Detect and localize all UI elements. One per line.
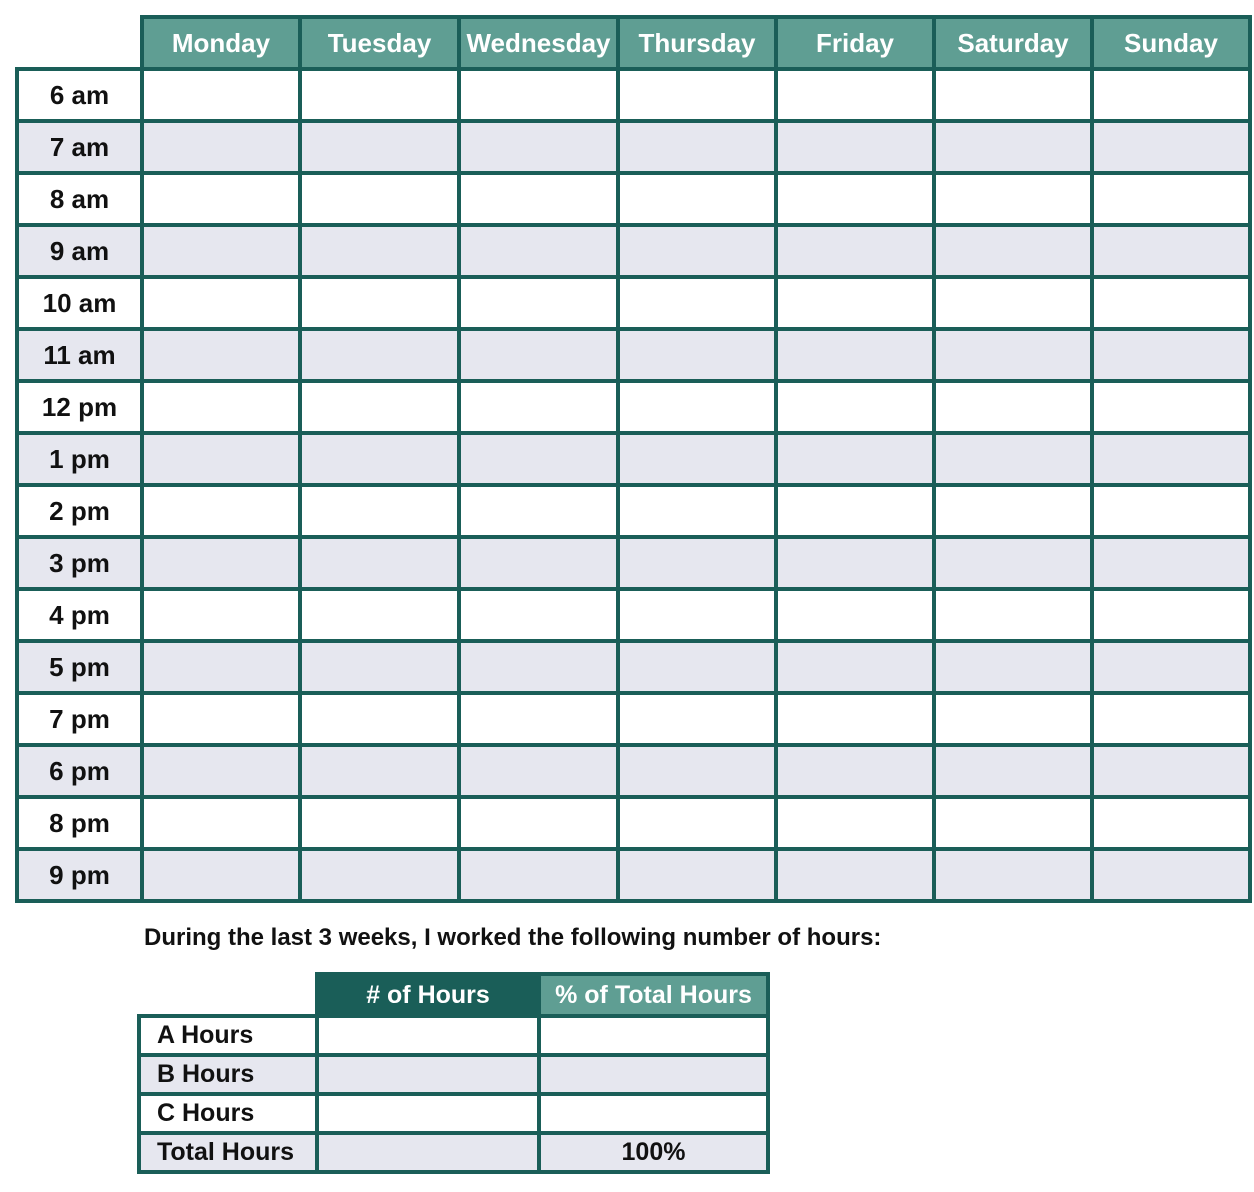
schedule-cell[interactable]: [142, 277, 300, 329]
time-label: 10 am: [17, 277, 142, 329]
percent-value-cell[interactable]: [539, 1016, 768, 1055]
schedule-body: [17, 69, 1250, 901]
schedule-cell[interactable]: [776, 485, 934, 537]
schedule-cell[interactable]: [1092, 329, 1250, 381]
schedule-cell[interactable]: [618, 485, 776, 537]
day-header-monday: Monday: [142, 17, 300, 69]
schedule-cell[interactable]: [300, 485, 459, 537]
schedule-cell[interactable]: [300, 381, 459, 433]
schedule-cell[interactable]: [142, 173, 300, 225]
schedule-row: [17, 589, 1250, 641]
schedule-cell[interactable]: [300, 797, 459, 849]
schedule-row: [17, 173, 1250, 225]
schedule-cell[interactable]: [1092, 381, 1250, 433]
schedule-cell[interactable]: [142, 485, 300, 537]
schedule-cell[interactable]: [1092, 225, 1250, 277]
schedule-cell[interactable]: [776, 121, 934, 173]
hours-row-label: Total Hours: [139, 1133, 317, 1172]
time-label: 1 pm: [17, 433, 142, 485]
schedule-cell[interactable]: [618, 589, 776, 641]
hours-value-cell[interactable]: [317, 1055, 539, 1094]
time-label: 5 pm: [17, 641, 142, 693]
schedule-cell[interactable]: [300, 433, 459, 485]
schedule-cell[interactable]: [1092, 69, 1250, 121]
schedule-cell[interactable]: [459, 173, 618, 225]
schedule-row: [17, 121, 1250, 173]
schedule-cell[interactable]: [459, 797, 618, 849]
schedule-cell[interactable]: [776, 433, 934, 485]
day-header-wednesday: Wednesday: [459, 17, 618, 69]
time-label: 12 pm: [17, 381, 142, 433]
hours-row-label: A Hours: [139, 1016, 317, 1055]
schedule-cell[interactable]: [934, 641, 1092, 693]
schedule-corner: [17, 17, 142, 69]
percent-value-cell[interactable]: [539, 1094, 768, 1133]
schedule-cell[interactable]: [1092, 693, 1250, 745]
schedule-cell[interactable]: [142, 433, 300, 485]
schedule-cell[interactable]: [776, 641, 934, 693]
schedule-header-row: [17, 17, 1250, 69]
time-label: 7 pm: [17, 693, 142, 745]
schedule-cell[interactable]: [618, 537, 776, 589]
schedule-cell[interactable]: [459, 589, 618, 641]
percent-value-cell[interactable]: [539, 1055, 768, 1094]
schedule-cell[interactable]: [934, 329, 1092, 381]
schedule-row: [17, 693, 1250, 745]
schedule-cell[interactable]: [934, 225, 1092, 277]
schedule-cell[interactable]: [934, 69, 1092, 121]
day-header-saturday: Saturday: [934, 17, 1092, 69]
time-label: 6 am: [17, 69, 142, 121]
schedule-row: [17, 277, 1250, 329]
schedule-cell[interactable]: [934, 589, 1092, 641]
schedule-cell[interactable]: [459, 693, 618, 745]
schedule-cell[interactable]: [934, 173, 1092, 225]
hours-value-cell[interactable]: [317, 1094, 539, 1133]
schedule-cell[interactable]: [776, 537, 934, 589]
time-label: 9 am: [17, 225, 142, 277]
schedule-cell[interactable]: [142, 641, 300, 693]
day-header-tuesday: Tuesday: [300, 17, 459, 69]
schedule-cell[interactable]: [618, 225, 776, 277]
schedule-cell[interactable]: [459, 225, 618, 277]
schedule-cell[interactable]: [776, 381, 934, 433]
schedule-cell[interactable]: [618, 277, 776, 329]
schedule-cell[interactable]: [459, 537, 618, 589]
time-label: 3 pm: [17, 537, 142, 589]
schedule-cell[interactable]: [300, 173, 459, 225]
schedule-cell[interactable]: [1092, 433, 1250, 485]
time-label: 11 am: [17, 329, 142, 381]
schedule-cell[interactable]: [459, 69, 618, 121]
schedule-cell[interactable]: [934, 745, 1092, 797]
schedule-cell[interactable]: [776, 797, 934, 849]
hours-row-total: [139, 1133, 768, 1172]
schedule-cell[interactable]: [300, 69, 459, 121]
hours-row-label: C Hours: [139, 1094, 317, 1133]
schedule-row: [17, 329, 1250, 381]
day-header-friday: Friday: [776, 17, 934, 69]
schedule-row: [17, 381, 1250, 433]
schedule-cell[interactable]: [300, 277, 459, 329]
schedule-cell[interactable]: [459, 641, 618, 693]
schedule-cell[interactable]: [300, 225, 459, 277]
schedule-cell[interactable]: [618, 693, 776, 745]
schedule-cell[interactable]: [776, 693, 934, 745]
schedule-cell[interactable]: [459, 121, 618, 173]
hours-row-c: [139, 1094, 768, 1133]
schedule-cell[interactable]: [1092, 589, 1250, 641]
hours-summary-table: [137, 972, 770, 1174]
schedule-cell[interactable]: [618, 745, 776, 797]
schedule-cell[interactable]: [459, 433, 618, 485]
schedule-cell[interactable]: [1092, 277, 1250, 329]
schedule-cell[interactable]: [618, 849, 776, 901]
percent-hours-header: % of Total Hours: [539, 974, 768, 1016]
schedule-cell[interactable]: [934, 537, 1092, 589]
time-label: 9 pm: [17, 849, 142, 901]
schedule-cell[interactable]: [300, 589, 459, 641]
schedule-cell[interactable]: [934, 693, 1092, 745]
schedule-cell[interactable]: [300, 849, 459, 901]
schedule-cell[interactable]: [618, 69, 776, 121]
schedule-row: [17, 225, 1250, 277]
time-label: 8 am: [17, 173, 142, 225]
hours-value-cell[interactable]: [317, 1133, 539, 1172]
schedule-cell[interactable]: [1092, 537, 1250, 589]
schedule-row: [17, 745, 1250, 797]
schedule-cell[interactable]: [1092, 485, 1250, 537]
schedule-cell[interactable]: [776, 745, 934, 797]
schedule-cell[interactable]: [776, 277, 934, 329]
schedule-cell[interactable]: [618, 381, 776, 433]
schedule-cell[interactable]: [300, 121, 459, 173]
schedule-cell[interactable]: [618, 641, 776, 693]
schedule-cell[interactable]: [1092, 173, 1250, 225]
schedule-cell[interactable]: [1092, 641, 1250, 693]
schedule-cell[interactable]: [776, 173, 934, 225]
day-header-thursday: Thursday: [618, 17, 776, 69]
schedule-cell[interactable]: [934, 849, 1092, 901]
schedule-cell[interactable]: [934, 381, 1092, 433]
schedule-cell[interactable]: [1092, 745, 1250, 797]
schedule-cell[interactable]: [459, 381, 618, 433]
schedule-row: [17, 69, 1250, 121]
schedule-cell[interactable]: [934, 121, 1092, 173]
schedule-cell[interactable]: [1092, 797, 1250, 849]
schedule-cell[interactable]: [776, 589, 934, 641]
schedule-cell[interactable]: [459, 745, 618, 797]
schedule-cell[interactable]: [618, 797, 776, 849]
schedule-cell[interactable]: [300, 537, 459, 589]
schedule-cell[interactable]: [142, 849, 300, 901]
schedule-cell[interactable]: [934, 485, 1092, 537]
schedule-cell[interactable]: [776, 69, 934, 121]
schedule-cell[interactable]: [618, 173, 776, 225]
schedule-cell[interactable]: [1092, 121, 1250, 173]
schedule-cell[interactable]: [934, 433, 1092, 485]
schedule-cell[interactable]: [300, 745, 459, 797]
percent-value-cell[interactable]: 100%: [539, 1133, 768, 1172]
hours-row-b: [139, 1055, 768, 1094]
schedule-cell[interactable]: [618, 121, 776, 173]
schedule-cell[interactable]: [142, 745, 300, 797]
schedule-cell[interactable]: [459, 849, 618, 901]
schedule-row: [17, 641, 1250, 693]
time-label: 4 pm: [17, 589, 142, 641]
hours-value-cell[interactable]: [317, 1016, 539, 1055]
schedule-cell[interactable]: [142, 225, 300, 277]
weekly-schedule-table: [15, 15, 1252, 903]
hours-row-a: [139, 1016, 768, 1055]
schedule-row: [17, 797, 1250, 849]
schedule-cell[interactable]: [776, 849, 934, 901]
schedule-cell[interactable]: [459, 485, 618, 537]
schedule-cell[interactable]: [1092, 849, 1250, 901]
schedule-cell[interactable]: [776, 225, 934, 277]
schedule-cell[interactable]: [142, 589, 300, 641]
schedule-cell[interactable]: [142, 381, 300, 433]
schedule-cell[interactable]: [142, 797, 300, 849]
schedule-cell[interactable]: [300, 329, 459, 381]
schedule-cell[interactable]: [142, 693, 300, 745]
num-hours-header: # of Hours: [317, 974, 539, 1016]
schedule-row: [17, 537, 1250, 589]
hours-corner: [139, 974, 317, 1016]
schedule-cell[interactable]: [459, 277, 618, 329]
time-label: 7 am: [17, 121, 142, 173]
schedule-cell[interactable]: [776, 329, 934, 381]
schedule-cell[interactable]: [459, 329, 618, 381]
schedule-row: [17, 433, 1250, 485]
time-label: 2 pm: [17, 485, 142, 537]
schedule-cell[interactable]: [618, 329, 776, 381]
hours-note: During the last 3 weeks, I worked the following number of hours:: [144, 924, 882, 951]
time-label: 6 pm: [17, 745, 142, 797]
schedule-row: [17, 849, 1250, 901]
time-label: 8 pm: [17, 797, 142, 849]
schedule-cell[interactable]: [142, 329, 300, 381]
schedule-cell[interactable]: [142, 121, 300, 173]
schedule-cell[interactable]: [618, 433, 776, 485]
schedule-cell[interactable]: [142, 537, 300, 589]
day-header-sunday: Sunday: [1092, 17, 1250, 69]
schedule-cell[interactable]: [142, 69, 300, 121]
schedule-row: [17, 485, 1250, 537]
hours-header-row: [139, 974, 768, 1016]
schedule-cell[interactable]: [300, 693, 459, 745]
schedule-cell[interactable]: [934, 277, 1092, 329]
schedule-cell[interactable]: [934, 797, 1092, 849]
hours-row-label: B Hours: [139, 1055, 317, 1094]
schedule-cell[interactable]: [300, 641, 459, 693]
